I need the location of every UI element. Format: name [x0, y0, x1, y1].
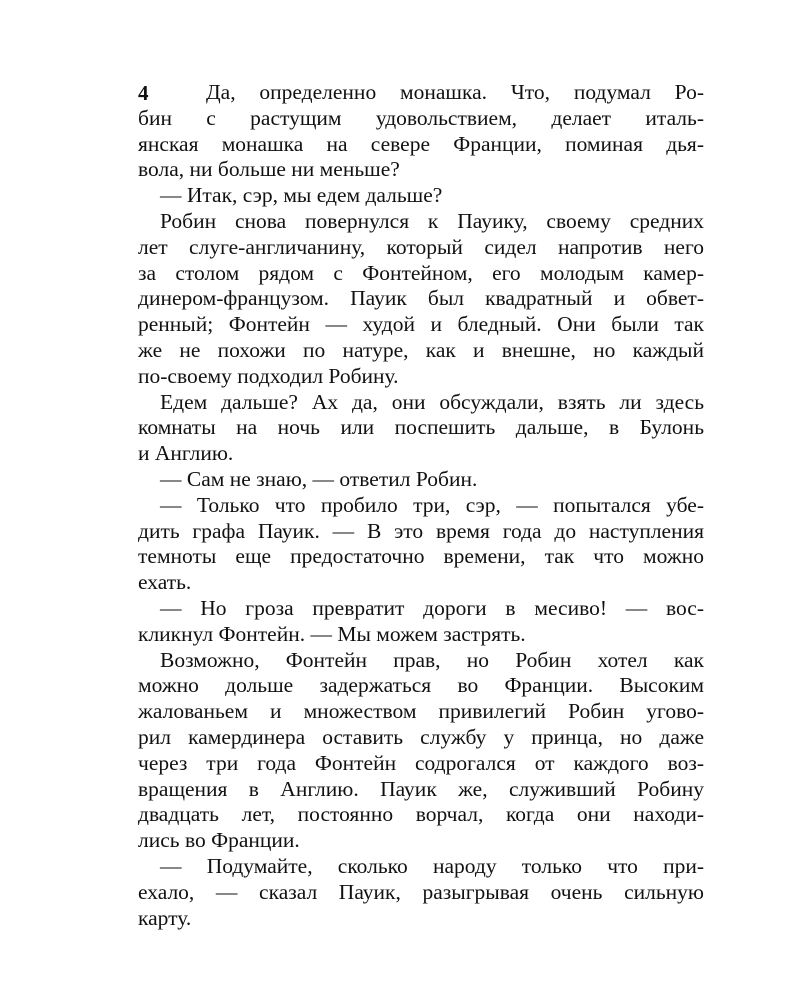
text-line: рил камердинера оставить службу у принца, но даже [138, 724, 704, 749]
text-line: карту. [138, 905, 192, 930]
page-number: 4 [138, 81, 149, 105]
paragraph [138, 493, 704, 596]
text-line: по-своему подходил Робину. [138, 363, 399, 388]
text-line: кликнул Фонтейн. — Мы можем застрять. [138, 621, 526, 646]
text-line: вращения в Англию. Пауик же, служивший Робину [138, 776, 704, 801]
text-line: Робин снова повернулся к Пауику, своему средних [160, 208, 704, 233]
text-line: и Англию. [138, 441, 234, 466]
text-line: через три года Фонтейн содрогался от каждого воз- [138, 750, 704, 775]
paragraph [138, 80, 704, 183]
body-text [138, 80, 704, 931]
text-line: вола, ни больше ни меньше? [138, 157, 400, 182]
text-line: янская монашка на севере Франции, поминая дья- [138, 131, 704, 156]
text-line: комнаты на ночь или поспешить дальше, в Булонь [138, 415, 704, 440]
paragraph [138, 854, 704, 931]
paragraph [138, 467, 704, 493]
text-line: дить графа Пауик. — В это время года до наступления [138, 518, 704, 543]
text-line: ренный; Фонтейн — худой и бледный. Они были так [138, 312, 704, 337]
text-line: Возможно, Фонтейн прав, но Робин хотел как [160, 647, 704, 672]
text-line: ехать. [138, 570, 192, 595]
text-line: лись во Франции. [138, 828, 300, 853]
text-line: — Только что пробило три, сэр, — попытался убе- [160, 492, 704, 517]
text-line: — Подумайте, сколько народу только что при- [160, 853, 704, 878]
text-line: жалованьем и множеством привилегий Робин угово- [138, 699, 704, 724]
text-line: двадцать лет, постоянно ворчал, когда они находи- [138, 802, 704, 827]
paragraph [138, 596, 704, 648]
text-line: динером-французом. Пауик был квадратный и обвет- [138, 286, 704, 311]
paragraph [138, 183, 704, 209]
text-line: бин с растущим удовольствием, делает италь- [138, 105, 704, 130]
text-line: ехало, — сказал Пауик, разыгрывая очень сильную [138, 879, 704, 904]
text-line: темноты еще предостаточно времени, так что можно [138, 544, 704, 569]
paragraph [138, 390, 704, 467]
text-line: — Но гроза превратит дороги в месиво! — вос- [160, 595, 704, 620]
text-line: лет слуге-англичанину, который сидел напротив него [138, 234, 704, 259]
text-line: — Сам не знаю, — ответил Робин. [160, 466, 478, 491]
text-line: — Итак, сэр, мы едем дальше? [160, 183, 443, 208]
paragraph [138, 209, 704, 390]
text-line: Едем дальше? Ах да, они обсуждали, взять ли здесь [160, 389, 704, 414]
text-line: Да, определенно монашка. Что, подумал Ро- [206, 80, 704, 104]
text-line: же не похожи по натуре, как и внешне, но каждый [138, 337, 704, 362]
text-line: можно дольше задержаться во Франции. Высоким [138, 673, 704, 698]
text-line: за столом рядом с Фонтейном, его молодым камер- [138, 260, 704, 285]
paragraph [138, 648, 704, 854]
